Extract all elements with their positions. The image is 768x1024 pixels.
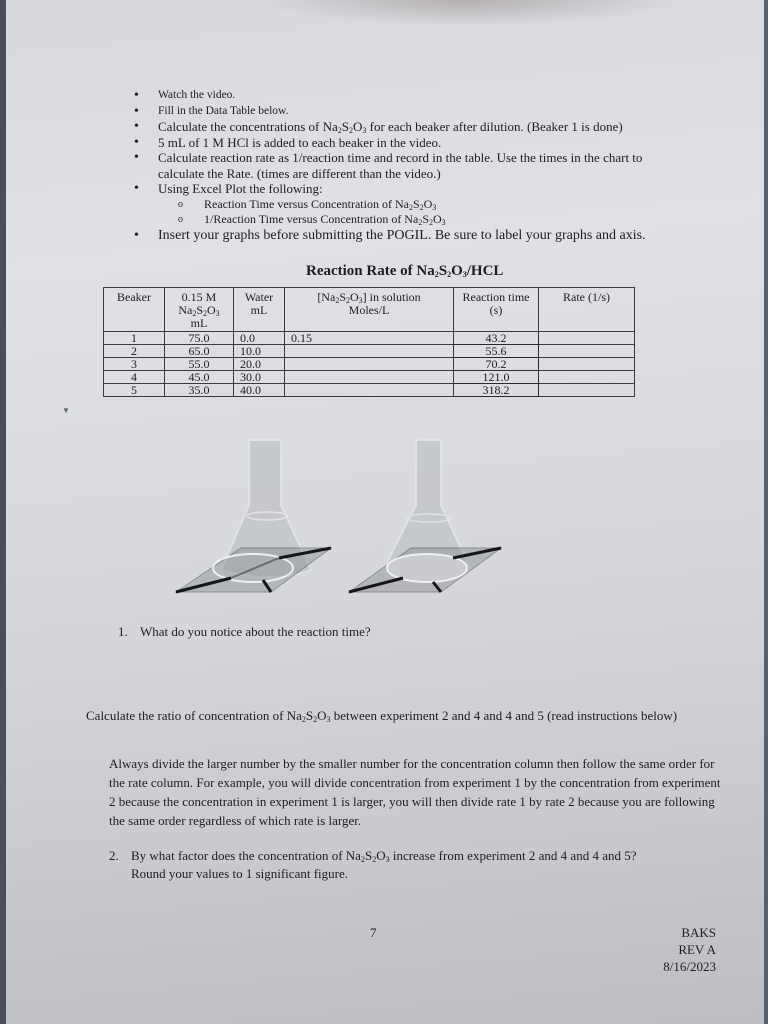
bullet-insert-graphs: • Insert your graphs before submitting the POGIL. Be sure to label your graphs and axis. (126, 228, 686, 244)
sub-bullet-inverse-time-vs-conc: o 1/Reaction Time versus Concentration of $Na_2S_2O_3$ (126, 212, 686, 228)
cell-concentration[interactable] (285, 371, 454, 384)
cell-water-ml: 30.0 (234, 371, 285, 384)
table-row (104, 358, 635, 371)
bullet-fill-table: • Fill in the Data Table below. (126, 104, 686, 120)
header-beaker: Beaker (104, 288, 165, 332)
header-rate: Rate (1/s) (539, 288, 635, 332)
cell-rate[interactable] (539, 358, 635, 371)
cell-water-ml: 10.0 (234, 345, 285, 358)
cell-rate[interactable] (539, 384, 635, 397)
header-reaction-time: Reaction time (s) (454, 288, 539, 332)
bullet-hcl-added: • 5 mL of 1 M HCl is added to each beaker in the video. (126, 135, 686, 151)
bullet-excel-plot: • Using Excel Plot the following: (126, 181, 686, 197)
photo-edge-right (764, 0, 768, 1024)
cell-concentration[interactable] (285, 384, 454, 397)
bullet-calc-rate: • Calculate reaction rate as 1/reaction time and record in the table. Use the times in the chart to calculate the Rate. (times are different than the video.) (126, 150, 686, 181)
footer-revision: REV A (678, 942, 716, 957)
header-na2s2o3-ml: 0.15 M $Na_2S_2O_3$ mL (165, 288, 234, 332)
cell-concentration[interactable]: 0.15 (285, 332, 454, 345)
sub-bullet-time-vs-conc: o Reaction Time versus Concentration of $Na_2S_2O_3$ (126, 197, 686, 213)
cell-beaker: 3 (104, 358, 165, 371)
cell-reaction-time: 318.2 (454, 384, 539, 397)
x-paper-icon (349, 548, 501, 592)
document-footer (663, 924, 716, 975)
header-concentration: $[Na_2S_2O_3]$ in solution Moles/L (285, 288, 454, 332)
question-1-text: What do you notice about the reaction time? (140, 624, 371, 639)
division-instructions: Always divide the larger number by the smaller number for the concentration column then follow the same order for the rate column. For example, you will divide concentration from experiment 1 by the concentration from experiment 2 because the concentration in experiment 1 is larger, you will then divide rate 1 by rate 2 because you are following the same order regardless of which rate is larger. (109, 756, 721, 828)
photo-edge-left (0, 0, 6, 1024)
header-water-ml: Water mL (234, 288, 285, 332)
table-title: Reaction Rate of $Na_2S_2O_3$/HCL (306, 263, 504, 279)
question-2: 2. By what factor does the concentration of $Na_2S_2O_3$ increase from experiment 2 and 4 and 4 and 5? Round your values to 1 significant figure. (109, 847, 729, 883)
table-header-row (104, 288, 635, 332)
row-marker-icon: ▼ (62, 406, 70, 415)
cell-na2s2o3-ml: 45.0 (165, 371, 234, 384)
document-page (6, 0, 764, 1024)
footer-author: BAKS (681, 925, 716, 940)
cell-beaker: 5 (104, 384, 165, 397)
cell-rate[interactable] (539, 371, 635, 384)
question-2-number: 2. (109, 848, 119, 863)
question-2-rounding: Round your values to 1 significant figure. (131, 866, 348, 881)
cell-reaction-time: 121.0 (454, 371, 539, 384)
instruction-list (126, 88, 686, 243)
cell-water-ml: 40.0 (234, 384, 285, 397)
table-row (104, 371, 635, 384)
bullet-calc-concentration: • Calculate the concentrations of $Na_2S_2O_3$ for each beaker after dilution. (Beaker 1 is done) (126, 119, 686, 135)
cell-rate[interactable] (539, 345, 635, 358)
cell-na2s2o3-ml: 55.0 (165, 358, 234, 371)
cell-water-ml: 0.0 (234, 332, 285, 345)
cell-na2s2o3-ml: 65.0 (165, 345, 234, 358)
table-row (104, 345, 635, 358)
flask-on-x-diagram (171, 420, 511, 600)
data-table (103, 287, 635, 397)
cell-reaction-time: 43.2 (454, 332, 539, 345)
question-1 (118, 624, 371, 640)
table-row (104, 332, 635, 345)
bullet-watch-video: • Watch the video. (126, 88, 686, 104)
cell-reaction-time: 55.6 (454, 345, 539, 358)
cell-beaker: 4 (104, 371, 165, 384)
cell-reaction-time: 70.2 (454, 358, 539, 371)
cell-concentration[interactable] (285, 358, 454, 371)
cell-water-ml: 20.0 (234, 358, 285, 371)
cell-na2s2o3-ml: 35.0 (165, 384, 234, 397)
page-number: 7 (370, 925, 377, 940)
cell-beaker: 2 (104, 345, 165, 358)
question-1-number: 1. (118, 624, 128, 639)
cell-rate[interactable] (539, 332, 635, 345)
cell-beaker: 1 (104, 332, 165, 345)
table-row (104, 384, 635, 397)
footer-date: 8/16/2023 (663, 959, 716, 974)
camera-shadow (256, 0, 676, 26)
cell-na2s2o3-ml: 75.0 (165, 332, 234, 345)
cell-concentration[interactable] (285, 345, 454, 358)
ratio-instruction: Calculate the ratio of concentration of $Na_2S_2O_3$ between experiment 2 and 4 and 4 and 5 (read instructions below) (86, 708, 678, 724)
